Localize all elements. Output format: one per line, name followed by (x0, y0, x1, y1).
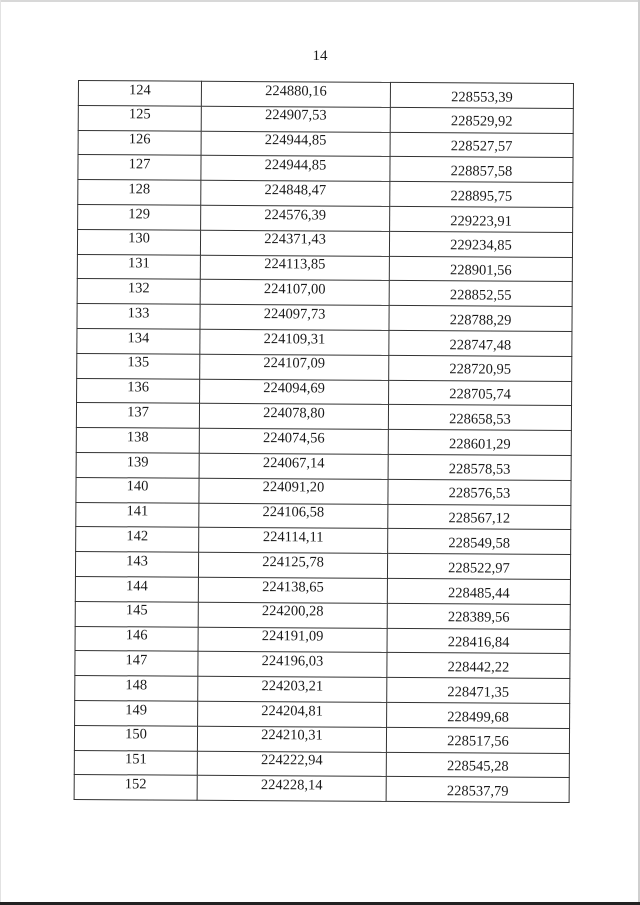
x-coordinate-cell-text: 224203,21 (261, 677, 324, 695)
table-row (78, 81, 573, 109)
y-coordinate-cell (389, 281, 572, 307)
table-row (78, 204, 573, 232)
table-row (76, 477, 571, 505)
x-coordinate-cell (197, 776, 386, 802)
table-row (75, 626, 570, 654)
y-coordinate-cell (389, 380, 572, 406)
x-coordinate-cell (198, 701, 387, 727)
y-coordinate-cell (390, 206, 573, 232)
point-number-cell-text: 140 (126, 478, 149, 495)
table-row (74, 725, 569, 753)
x-coordinate-cell (199, 503, 388, 529)
point-number-cell-text: 132 (127, 280, 150, 297)
x-coordinate-cell (197, 751, 386, 777)
y-coordinate-cell (389, 256, 572, 282)
x-coordinate-cell-text: 224067,14 (262, 454, 325, 472)
x-coordinate-cell (200, 354, 389, 380)
x-coordinate-cell (198, 652, 387, 678)
x-coordinate-cell-text: 224196,03 (261, 653, 324, 670)
point-number-cell (76, 477, 199, 503)
point-number-cell-text: 146 (125, 627, 148, 644)
table-row (76, 428, 571, 456)
point-number-cell-text: 138 (126, 429, 149, 446)
y-coordinate-cell (387, 702, 570, 728)
table-row (74, 775, 569, 803)
y-coordinate-cell-text: 228416,84 (447, 634, 510, 651)
x-coordinate-cell (199, 428, 388, 454)
x-coordinate-cell-text: 224222,94 (260, 752, 323, 769)
y-coordinate-cell (387, 653, 570, 679)
x-coordinate-cell-text: 224944,85 (264, 157, 327, 174)
point-number-cell (77, 353, 200, 379)
y-coordinate-cell (390, 182, 573, 208)
x-coordinate-cell (200, 280, 389, 306)
table-row (75, 576, 570, 604)
point-number-cell (78, 155, 201, 181)
point-number-cell (75, 601, 198, 627)
x-coordinate-cell-text: 224097,73 (263, 305, 326, 323)
y-coordinate-cell (388, 479, 571, 505)
point-number-cell-text: 125 (128, 106, 151, 123)
y-coordinate-cell (386, 777, 569, 803)
y-coordinate-cell (387, 554, 570, 580)
table-row (77, 279, 572, 307)
point-number-cell (75, 700, 198, 726)
y-coordinate-cell (388, 529, 571, 555)
point-number-cell (75, 626, 198, 652)
point-number-cell-text: 133 (127, 305, 150, 322)
y-coordinate-cell (389, 355, 572, 381)
table-row (77, 229, 572, 257)
y-coordinate-cell (390, 157, 573, 183)
y-coordinate-cell (389, 306, 572, 332)
x-coordinate-cell-text: 224944,85 (264, 132, 327, 149)
x-coordinate-cell (199, 478, 388, 504)
point-number-cell (74, 750, 197, 776)
coordinates-table-wrapper (74, 80, 574, 803)
y-coordinate-cell-text: 228442,22 (447, 659, 510, 676)
y-coordinate-cell-text: 228857,58 (450, 163, 513, 180)
y-coordinate-cell (387, 578, 570, 604)
x-coordinate-cell-text: 224114,11 (262, 529, 324, 546)
point-number-cell-text: 124 (129, 81, 151, 99)
point-number-cell (78, 81, 201, 107)
y-coordinate-cell-text: 228471,35 (447, 684, 510, 701)
y-coordinate-cell-text: 228895,75 (450, 188, 513, 205)
x-coordinate-cell (201, 156, 390, 182)
x-coordinate-cell-text: 224191,09 (261, 628, 324, 645)
x-coordinate-cell (201, 131, 390, 157)
point-number-cell-text: 126 (128, 131, 151, 148)
scan-edge-left (0, 0, 1, 905)
point-number-cell (77, 304, 200, 330)
point-number-cell (75, 676, 198, 702)
table-row (75, 700, 570, 728)
x-coordinate-cell-text: 224210,31 (261, 727, 323, 744)
point-number-cell (77, 254, 200, 280)
point-number-cell-text: 150 (125, 726, 147, 743)
table-row (75, 601, 570, 629)
y-coordinate-cell-text: 228537,79 (446, 783, 509, 800)
point-number-cell (77, 328, 200, 354)
point-number-cell (77, 378, 200, 404)
y-coordinate-cell-text: 228567,12 (448, 510, 511, 527)
y-coordinate-cell (386, 752, 569, 778)
table-row (77, 353, 572, 381)
table-row (74, 750, 569, 778)
point-number-cell-text: 144 (125, 577, 148, 595)
y-coordinate-cell-text: 228788,29 (449, 312, 512, 329)
point-number-cell (75, 552, 198, 578)
x-coordinate-cell (199, 528, 388, 554)
x-coordinate-cell (200, 230, 389, 256)
x-coordinate-cell (201, 106, 390, 132)
point-number-cell (75, 576, 198, 602)
y-coordinate-cell (387, 628, 570, 654)
point-number-cell (74, 775, 197, 801)
y-coordinate-cell-text: 228545,28 (446, 758, 509, 775)
x-coordinate-cell-text: 224200,28 (261, 603, 324, 620)
table-row (78, 180, 573, 208)
x-coordinate-cell (201, 81, 390, 107)
x-coordinate-cell-text: 224074,56 (262, 429, 325, 447)
x-coordinate-cell-text: 224091,20 (262, 479, 325, 496)
table-row (76, 403, 571, 431)
point-number-cell (78, 180, 201, 206)
y-coordinate-cell (390, 132, 573, 158)
point-number-cell-text: 131 (127, 255, 150, 272)
coordinates-table (74, 80, 574, 803)
table-row (75, 676, 570, 704)
y-coordinate-cell-text: 228852,55 (449, 287, 512, 304)
point-number-cell (74, 725, 197, 751)
y-coordinate-cell-text: 228578,53 (448, 460, 511, 478)
table-row (75, 651, 570, 679)
point-number-cell (78, 130, 201, 156)
point-number-cell-text: 149 (125, 701, 148, 718)
point-number-cell-text: 143 (126, 553, 148, 570)
y-coordinate-cell-text: 229223,91 (450, 212, 513, 230)
x-coordinate-cell-text: 224880,16 (265, 82, 327, 100)
x-coordinate-cell (198, 577, 387, 603)
y-coordinate-cell-text: 228527,57 (450, 138, 513, 155)
point-number-cell-text: 145 (125, 602, 148, 619)
point-number-cell-text: 137 (127, 404, 149, 421)
y-coordinate-cell-text: 228389,56 (447, 609, 510, 627)
scan-edge-top (0, 0, 640, 2)
y-coordinate-cell-text: 228549,58 (448, 535, 511, 552)
point-number-cell-text: 139 (126, 453, 149, 471)
table-row (78, 155, 573, 183)
x-coordinate-cell (198, 676, 387, 702)
table-row (77, 304, 572, 332)
y-coordinate-cell-text: 228658,53 (449, 411, 511, 428)
point-number-cell (76, 403, 199, 429)
point-number-cell (77, 279, 200, 305)
y-coordinate-cell-text: 228529,92 (450, 113, 513, 131)
table-row (77, 254, 572, 282)
x-coordinate-cell-text: 224848,47 (264, 181, 327, 199)
x-coordinate-cell-text: 224113,85 (264, 256, 326, 273)
point-number-cell-text: 136 (127, 379, 150, 396)
point-number-cell-text: 128 (128, 181, 151, 198)
x-coordinate-cell-text: 224371,43 (264, 231, 326, 248)
y-coordinate-cell-text: 228747,48 (449, 336, 512, 354)
y-coordinate-cell-text: 228553,39 (451, 88, 513, 106)
y-coordinate-cell (388, 504, 571, 530)
y-coordinate-cell (390, 107, 573, 133)
y-coordinate-cell-text: 229234,85 (450, 237, 512, 255)
y-coordinate-cell-text: 228576,53 (448, 485, 511, 503)
x-coordinate-cell-text: 224138,65 (262, 578, 324, 596)
x-coordinate-cell-text: 224228,14 (260, 777, 323, 794)
x-coordinate-cell-text: 224204,81 (261, 702, 324, 720)
y-coordinate-cell-text: 228522,97 (448, 560, 510, 577)
x-coordinate-cell (197, 726, 386, 752)
point-number-cell (76, 452, 199, 478)
y-coordinate-cell (389, 330, 572, 356)
y-coordinate-cell-text: 228517,56 (447, 733, 509, 751)
y-coordinate-cell (387, 678, 570, 704)
x-coordinate-cell (198, 627, 387, 653)
table-row (78, 130, 573, 158)
x-coordinate-cell (200, 329, 389, 355)
point-number-cell-text: 134 (127, 329, 150, 347)
y-coordinate-cell-text: 228720,95 (449, 361, 512, 379)
x-coordinate-cell-text: 224576,39 (264, 206, 327, 224)
point-number-cell (76, 527, 199, 553)
point-number-cell-text: 135 (127, 354, 150, 371)
x-coordinate-cell (200, 255, 389, 281)
y-coordinate-cell-text: 228485,44 (448, 584, 510, 602)
point-number-cell-text: 152 (124, 776, 147, 793)
x-coordinate-cell (198, 602, 387, 628)
table-row (77, 328, 572, 356)
point-number-cell-text: 142 (126, 528, 149, 545)
point-number-cell-text: 147 (125, 652, 148, 669)
x-coordinate-cell-text: 224125,78 (262, 553, 324, 571)
table-row (76, 502, 571, 530)
table-row (78, 105, 573, 133)
y-coordinate-cell (387, 603, 570, 629)
x-coordinate-cell-text: 224107,09 (263, 355, 326, 372)
y-coordinate-cell (388, 405, 571, 431)
point-number-cell-text: 130 (128, 230, 150, 247)
point-number-cell-text: 129 (128, 205, 151, 223)
y-coordinate-cell-text: 228901,56 (449, 262, 512, 279)
y-coordinate-cell (388, 454, 571, 480)
point-number-cell-text: 141 (126, 503, 149, 520)
x-coordinate-cell (199, 453, 388, 479)
y-coordinate-cell (386, 727, 569, 753)
x-coordinate-cell-text: 224109,31 (263, 330, 326, 348)
x-coordinate-cell (201, 205, 390, 231)
y-coordinate-cell-text: 228601,29 (448, 436, 511, 453)
point-number-cell (75, 651, 198, 677)
coordinates-table-body (74, 81, 573, 803)
y-coordinate-cell-text: 228499,68 (447, 708, 509, 726)
y-coordinate-cell-text: 228705,74 (449, 386, 511, 403)
x-coordinate-cell (201, 180, 390, 206)
x-coordinate-cell (200, 304, 389, 330)
x-coordinate-cell (198, 552, 387, 578)
table-row (76, 452, 571, 480)
table-row (76, 527, 571, 555)
point-number-cell (76, 428, 199, 454)
x-coordinate-cell-text: 224078,80 (263, 405, 325, 422)
x-coordinate-cell-text: 224106,58 (262, 504, 325, 521)
point-number-cell-text: 127 (128, 156, 151, 173)
table-row (77, 378, 572, 406)
point-number-cell-text: 151 (124, 751, 147, 768)
point-number-cell (78, 105, 201, 131)
point-number-cell-text: 148 (125, 677, 148, 694)
x-coordinate-cell (200, 379, 389, 405)
page-number: 14 (312, 48, 328, 64)
x-coordinate-cell-text: 224907,53 (264, 107, 327, 124)
y-coordinate-cell (390, 82, 573, 108)
x-coordinate-cell-text: 224094,69 (263, 380, 325, 397)
table-row (75, 552, 570, 580)
point-number-cell (78, 204, 201, 230)
x-coordinate-cell-text: 224107,00 (263, 281, 326, 298)
point-number-cell (76, 502, 199, 528)
point-number-cell (77, 229, 200, 255)
y-coordinate-cell (388, 430, 571, 456)
y-coordinate-cell (389, 231, 572, 257)
x-coordinate-cell (199, 404, 388, 430)
